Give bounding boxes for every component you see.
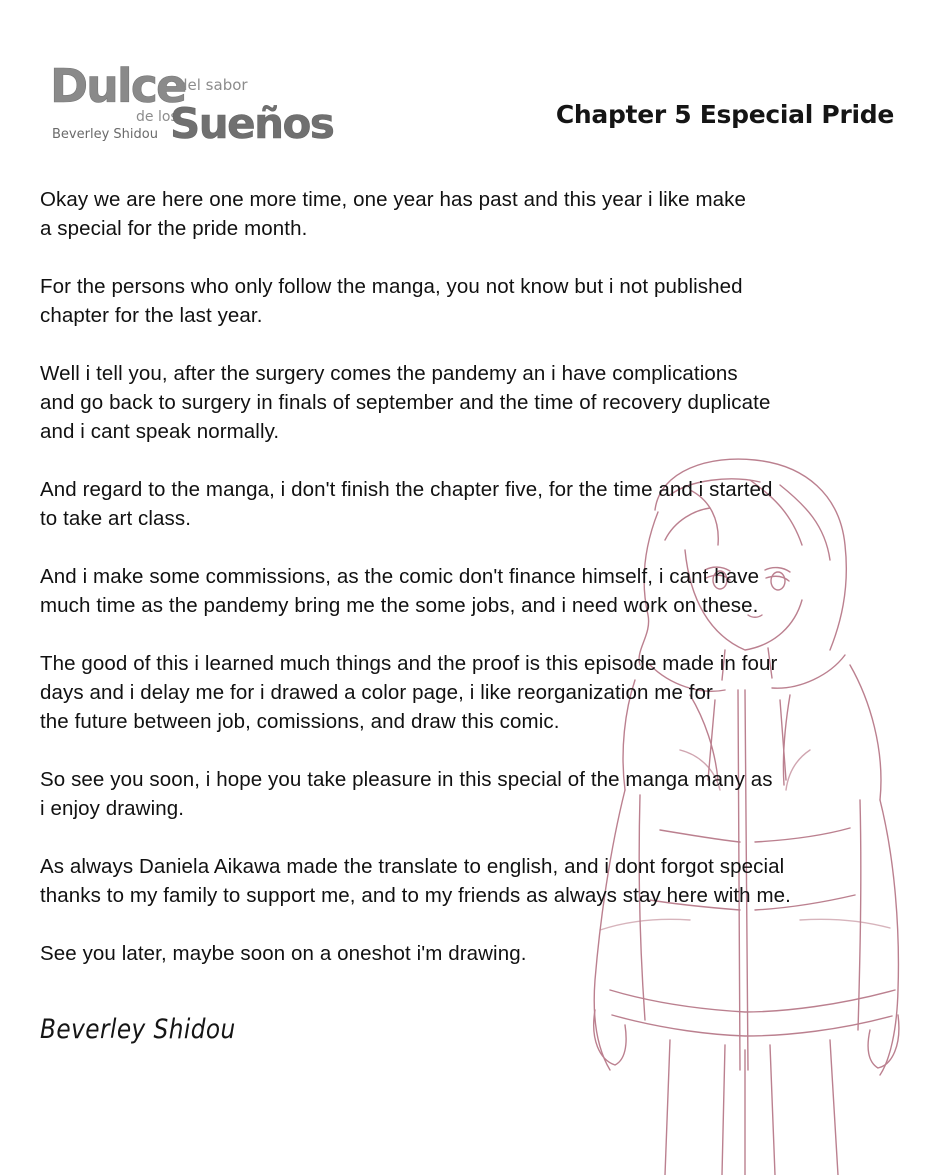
- paragraph: [40, 939, 920, 968]
- paragraph-line: And regard to the manga, i don't finish the chapter five, for the time and i started: [40, 478, 773, 501]
- paragraph-line: days and i delay me for i drawed a color page, i like reorganization me for: [40, 681, 713, 704]
- logo-graphic: [50, 58, 340, 148]
- paragraph-line: chapter for the last year.: [40, 304, 263, 327]
- signature: Beverley Shidou: [40, 1014, 236, 1045]
- logo-author: Beverley Shidou: [52, 127, 158, 142]
- paragraph-line: much time as the pandemy bring me the some jobs, and i need work on these.: [40, 594, 759, 617]
- paragraph-line: thanks to my family to support me, and to my friends as always stay here with me.: [40, 884, 791, 907]
- paragraph: [40, 562, 920, 620]
- paragraph-line: As always Daniela Aikawa made the translate to english, and i dont forgot special: [40, 855, 785, 878]
- paragraph-line: See you later, maybe soon on a oneshot i'm drawing.: [40, 942, 527, 965]
- paragraph-line: and i cant speak normally.: [40, 420, 280, 443]
- logo-small-de-los: de los: [136, 109, 178, 125]
- logo-word-dulce: Dulce: [50, 59, 186, 113]
- logo-word-suenos: Sueños: [170, 99, 334, 148]
- paragraph: [40, 475, 920, 533]
- paragraph-line: i enjoy drawing.: [40, 797, 185, 820]
- paragraph: [40, 649, 920, 736]
- paragraph-line: and go back to surgery in finals of september and the time of recovery duplicate: [40, 391, 771, 414]
- paragraph: [40, 272, 920, 330]
- chapter-title: Chapter 5 Especial Pride: [555, 100, 894, 129]
- logo-small-del-sabor: del sabor: [178, 76, 248, 94]
- paragraph-line: For the persons who only follow the manga, you not know but i not published: [40, 275, 743, 298]
- paragraph: [40, 359, 920, 446]
- paragraph-line: And i make some commissions, as the comic don't finance himself, i cant have: [40, 565, 760, 588]
- paragraph-line: a special for the pride month.: [40, 217, 308, 240]
- letter-body: [40, 185, 920, 997]
- paragraph-line: to take art class.: [40, 507, 192, 530]
- paragraph-line: the future between job, comissions, and draw this comic.: [40, 710, 560, 733]
- paragraph-line: Well i tell you, after the surgery comes the pandemy an i have complications: [40, 362, 738, 385]
- paragraph: [40, 185, 920, 243]
- paragraph: [40, 852, 920, 910]
- paragraph-line: Okay we are here one more time, one year has past and this year i like make: [40, 188, 746, 211]
- paragraph-line: The good of this i learned much things and the proof is this episode made in four: [40, 652, 778, 675]
- dulce-suenos-logo: [50, 58, 340, 148]
- paragraph: [40, 765, 920, 823]
- paragraph-line: So see you soon, i hope you take pleasure in this special of the manga many as: [40, 768, 773, 791]
